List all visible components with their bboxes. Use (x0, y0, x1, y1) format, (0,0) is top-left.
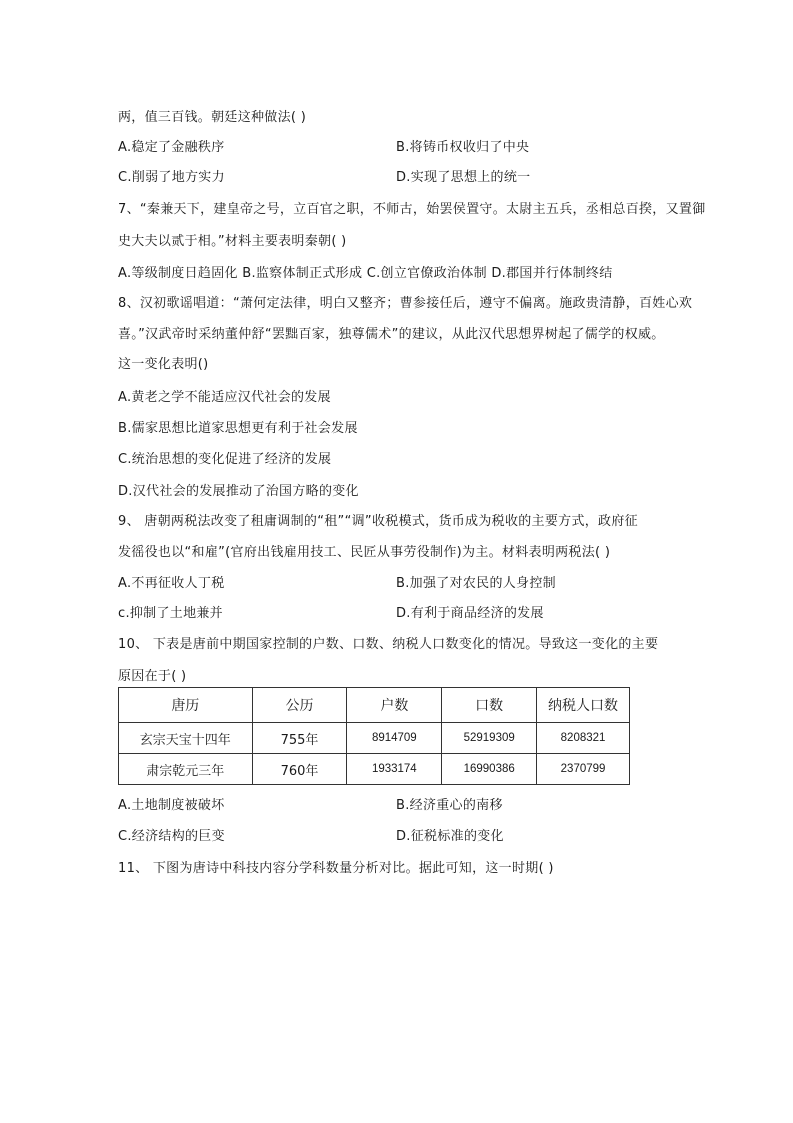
table-row (119, 723, 630, 754)
table-header-row (119, 688, 630, 723)
q11-stem-line1: 11、 下图为唐诗中科技内容分学科数量分析对比。据此可知，这一时期( ) (118, 861, 554, 876)
q9-option-c: c.抑制了土地兼并 (118, 606, 223, 621)
q10-option-d: D.征税标准的变化 (396, 829, 504, 844)
q6-option-a: A.稳定了金融秩序 (118, 140, 225, 155)
q8-option-d: D.汉代社会的发展推动了治国方略的变化 (118, 484, 359, 499)
q6-option-b: B.将铸币权收归了中央 (396, 140, 530, 155)
q6-option-d: D.实现了思想上的统一 (396, 170, 531, 185)
q10-option-a: A.土地制度被破坏 (118, 798, 225, 813)
q8-option-a: A.黄老之学不能适应汉代社会的发展 (118, 390, 331, 405)
q8-option-c: C.统治思想的变化促进了经济的发展 (118, 452, 332, 467)
q9-stem-line2: 发徭役也以“和雇”(官府出钱雇用技工、民匠从事劳役制作)为主。材料表明两税法( ) (118, 545, 611, 560)
q9-option-b: B.加强了对农民的人身控制 (396, 576, 556, 591)
q9-stem-line1: 9、 唐朝两税法改变了租庸调制的“租”“调”收税模式，货币成为税收的主要方式，政府征 (118, 514, 638, 529)
q9-option-d: D.有利于商品经济的发展 (396, 606, 544, 621)
q8-stem-line1: 8、汉初歌谣唱道：“萧何定法律，明白又整齐；曹参接任后，遵守不偏离。施政贵清静，百姓心欢 (118, 296, 693, 311)
q7-stem-line2: 史大夫以贰于相。”材料主要表明秦朝( ) (118, 234, 347, 249)
table-row (119, 754, 630, 785)
table-header-cell: 纳税人口数 (537, 688, 630, 723)
table-header-cell: 户数 (347, 688, 442, 723)
q10-data-table (118, 687, 630, 785)
q6-option-c: C.削弱了地方实力 (118, 170, 225, 185)
table-cell: 760年 (252, 754, 347, 785)
q10-option-c: C.经济结构的巨变 (118, 829, 225, 844)
table-cell: 肃宗乾元三年 (119, 754, 253, 785)
table-cell: 52919309 (442, 723, 537, 754)
q8-stem-line2: 喜。”汉武帝时采纳董仲舒“罢黜百家，独尊儒术”的建议，从此汉代思想界树起了儒学的权威。 (118, 327, 665, 342)
table-cell: 1933174 (347, 754, 442, 785)
table-header-cell: 公历 (252, 688, 347, 723)
table-header-cell: 唐历 (119, 688, 253, 723)
q7-options: A.等级制度日趋固化 B.监察体制正式形成 C.创立官僚政治体制 D.郡国并行体制终结 (118, 266, 613, 281)
table-cell: 2370799 (537, 754, 630, 785)
q10-stem-line2: 原因在于( ) (118, 669, 187, 684)
q10-stem-line1: 10、 下表是唐前中期国家控制的户数、口数、纳税人口数变化的情况。导致这一变化的主要 (118, 637, 659, 652)
q6-stem-end: 两，值三百钱。朝廷这种做法( ) (118, 110, 307, 125)
table-cell: 8208321 (537, 723, 630, 754)
q7-stem-line1: 7、“秦兼天下，建皇帝之号，立百官之职，不师古，始罢侯置守。太尉主五兵，丞相总百揆，又置御 (118, 202, 706, 217)
table-cell: 755年 (252, 723, 347, 754)
table-cell: 玄宗天宝十四年 (119, 723, 253, 754)
table-cell: 16990386 (442, 754, 537, 785)
q9-option-a: A.不再征收人丁税 (118, 576, 225, 591)
q8-stem-line3: 这一变化表明() (118, 357, 209, 372)
table-cell: 8914709 (347, 723, 442, 754)
q8-option-b: B.儒家思想比道家思想更有利于社会发展 (118, 421, 358, 436)
table-header-cell: 口数 (442, 688, 537, 723)
q10-option-b: B.经济重心的南移 (396, 798, 503, 813)
